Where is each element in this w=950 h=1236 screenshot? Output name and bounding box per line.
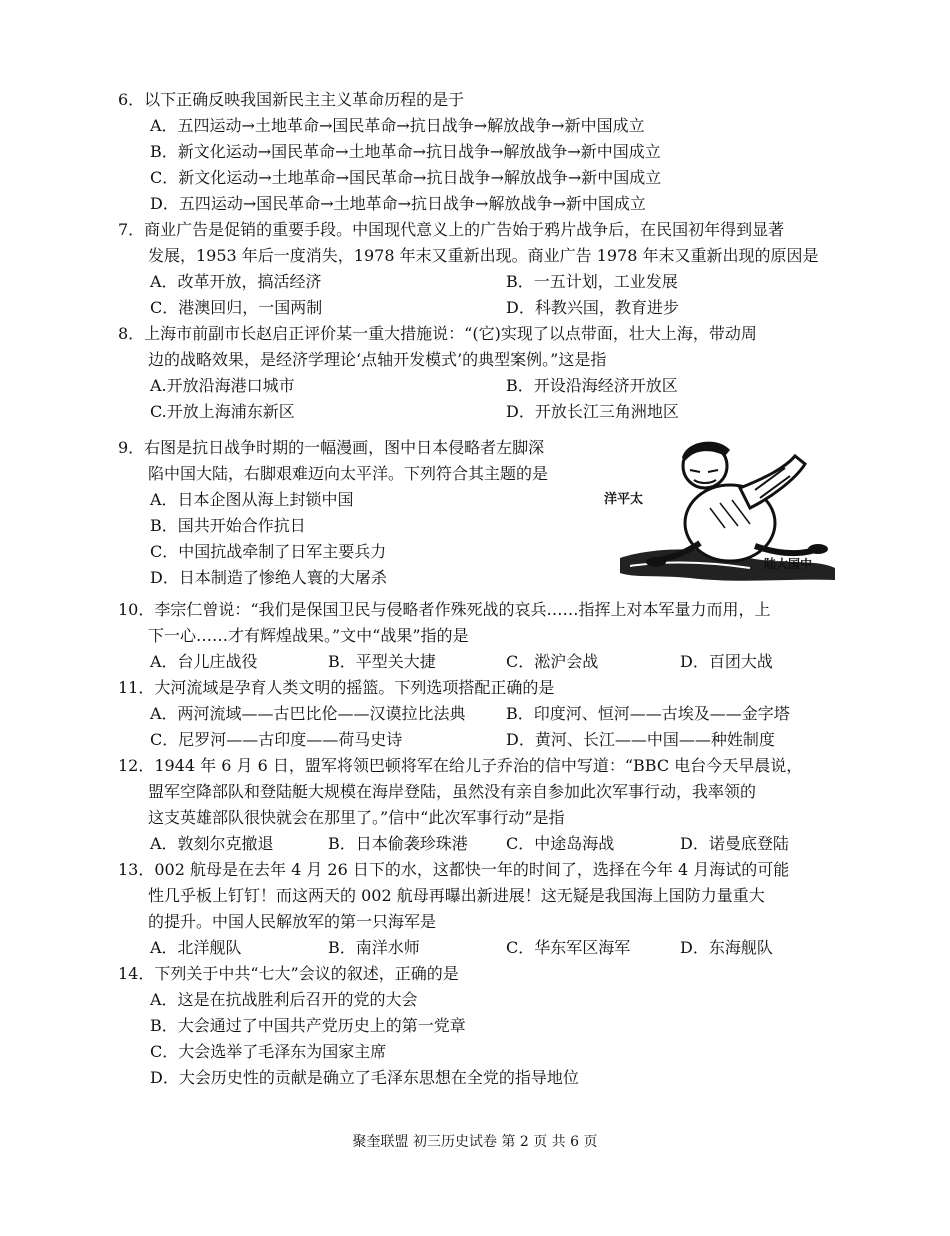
cartoon-label-china: 陆大国中 (764, 557, 813, 571)
question-8-stem-line-1: 8．上海市前副市长赵启正评价某一重大措施说：“(它)实现了以点带面，壮大上海，带动周 (118, 324, 757, 343)
question-12-stem-line-3: 这支英雄部队很快就会在那里了。”信中“此次军事行动”是指 (148, 808, 565, 827)
question-7-option-a: A．改革开放，搞活经济 (150, 272, 322, 291)
question-10-option-a: A．台儿庄战役 (150, 652, 258, 671)
question-9-option-c: C．中国抗战牵制了日军主要兵力 (150, 542, 387, 561)
question-8-option-d: D．开放长江三角洲地区 (506, 402, 679, 421)
question-9-option-a: A．日本企图从海上封锁中国 (150, 490, 354, 509)
question-12-option-c: C．中途岛海战 (506, 834, 615, 853)
question-6-option-b: B．新文化运动→国民革命→土地革命→抗日战争→解放战争→新中国成立 (150, 142, 661, 161)
question-12-option-b: B．日本偷袭珍珠港 (328, 834, 468, 853)
question-9-stem-line-2: 陷中国大陆，右脚艰难迈向太平洋。下列符合其主题的是 (148, 464, 549, 483)
question-13-stem-line-3: 的提升。中国人民解放军的第一只海军是 (148, 912, 437, 931)
question-12-stem-line-2: 盟军空降部队和登陆艇大规模在海岸登陆，虽然没有亲自参加此次军事行动，我率领的 (148, 782, 757, 801)
question-9-option-b: B．国共开始合作抗日 (150, 516, 306, 535)
question-10-stem-line-1: 10．李宗仁曾说：“我们是保国卫民与侵略者作殊死战的哀兵……指挥上对本军量力而用，上 (118, 600, 771, 619)
question-6-option-c: C．新文化运动→土地革命→国民革命→抗日战争→解放战争→新中国成立 (150, 168, 662, 187)
question-7-option-b: B．一五计划，工业发展 (506, 272, 678, 291)
question-10-option-b: B．平型关大捷 (328, 652, 436, 671)
question-12-stem-line-1: 12．1944 年 6 月 6 日，盟军将领巴顿将军在给儿子乔治的信中写道：“BBC 电台今天早晨说， (118, 756, 803, 775)
question-13-stem-line-2: 性几乎板上钉钉！而这两天的 002 航母再曝出新进展！这无疑是我国海上国防力量重大 (148, 886, 765, 905)
question-7-stem-line-2: 发展，1953 年后一度消失，1978 年末又重新出现。商业广告 1978 年末又重新出现的原因是 (148, 246, 819, 265)
question-6-option-d: D．五四运动→国民革命→土地革命→抗日战争→解放战争→新中国成立 (150, 194, 646, 213)
question-11-option-b: B．印度河、恒河——古埃及——金字塔 (506, 704, 790, 723)
question-8-option-b: B．开设沿海经济开放区 (506, 376, 678, 395)
question-8-option-a: A.开放沿海港口城市 (150, 376, 295, 395)
question-13-option-b: B．南洋水师 (328, 938, 420, 957)
cartoon-label-pacific: 洋平太 (604, 492, 644, 507)
question-14-stem: 14．下列关于中共“七大”会议的叙述，正确的是 (118, 964, 459, 983)
question-13-option-a: A．北洋舰队 (150, 938, 242, 957)
question-13-option-c: C．华东军区海军 (506, 938, 631, 957)
question-6-stem: 6．以下正确反映我国新民主主义革命历程的是于 (118, 90, 465, 109)
question-7-stem-line-1: 7．商业广告是促销的重要手段。中国现代意义上的广告始于鸦片战争后，在民国初年得到显著 (118, 220, 785, 239)
question-6-option-a: A．五四运动→土地革命→国民革命→抗日战争→解放战争→新中国成立 (150, 116, 645, 135)
question-14-option-d: D．大会历史性的贡献是确立了毛泽东思想在全党的指导地位 (150, 1068, 579, 1087)
question-14-option-a: A．这是在抗战胜利后召开的党的大会 (150, 990, 418, 1009)
question-12-option-d: D．诺曼底登陆 (680, 834, 789, 853)
question-12-option-a: A．敦刻尔克撤退 (150, 834, 274, 853)
question-10-option-c: C．淞沪会战 (506, 652, 599, 671)
question-13-option-d: D．东海舰队 (680, 938, 773, 957)
question-9-stem-line-1: 9．右图是抗日战争时期的一幅漫画，图中日本侵略者左脚深 (118, 438, 545, 457)
question-11-option-c: C．尼罗河——古印度——荷马史诗 (150, 730, 403, 749)
question-10-stem-line-2: 下一心……才有辉煌战果。”文中“战果”指的是 (148, 626, 469, 645)
question-8-option-c: C.开放上海浦东新区 (150, 402, 295, 421)
question-11-option-d: D．黄河、长江——中国——种姓制度 (506, 730, 775, 749)
question-14-option-b: B．大会通过了中国共产党历史上的第一党章 (150, 1016, 466, 1035)
question-9-option-d: D．日本制造了惨绝人寰的大屠杀 (150, 568, 387, 587)
question-14-option-c: C．大会选举了毛泽东为国家主席 (150, 1042, 387, 1061)
question-13-stem-line-1: 13．002 航母是在去年 4 月 26 日下的水，这都快一年的时间了，选择在今年 4 月海试的可能 (118, 860, 790, 879)
page-footer: 聚奎联盟 初三历史试卷 第 2 页 共 6 页 (352, 1134, 598, 1150)
question-11-stem: 11．大河流域是孕育人类文明的摇篮。下列选项搭配正确的是 (118, 678, 555, 697)
question-10-option-d: D．百团大战 (680, 652, 773, 671)
question-7-option-d: D．科教兴国，教育进步 (506, 298, 679, 317)
question-8-stem-line-2: 边的战略效果，是经济学理论‘点轴开发模式’的典型案例。”这是指 (148, 350, 607, 369)
question-11-option-a: A．两河流域——古巴比伦——汉谟拉比法典 (150, 704, 466, 723)
question-7-option-c: C．港澳回归，一国两制 (150, 298, 323, 317)
